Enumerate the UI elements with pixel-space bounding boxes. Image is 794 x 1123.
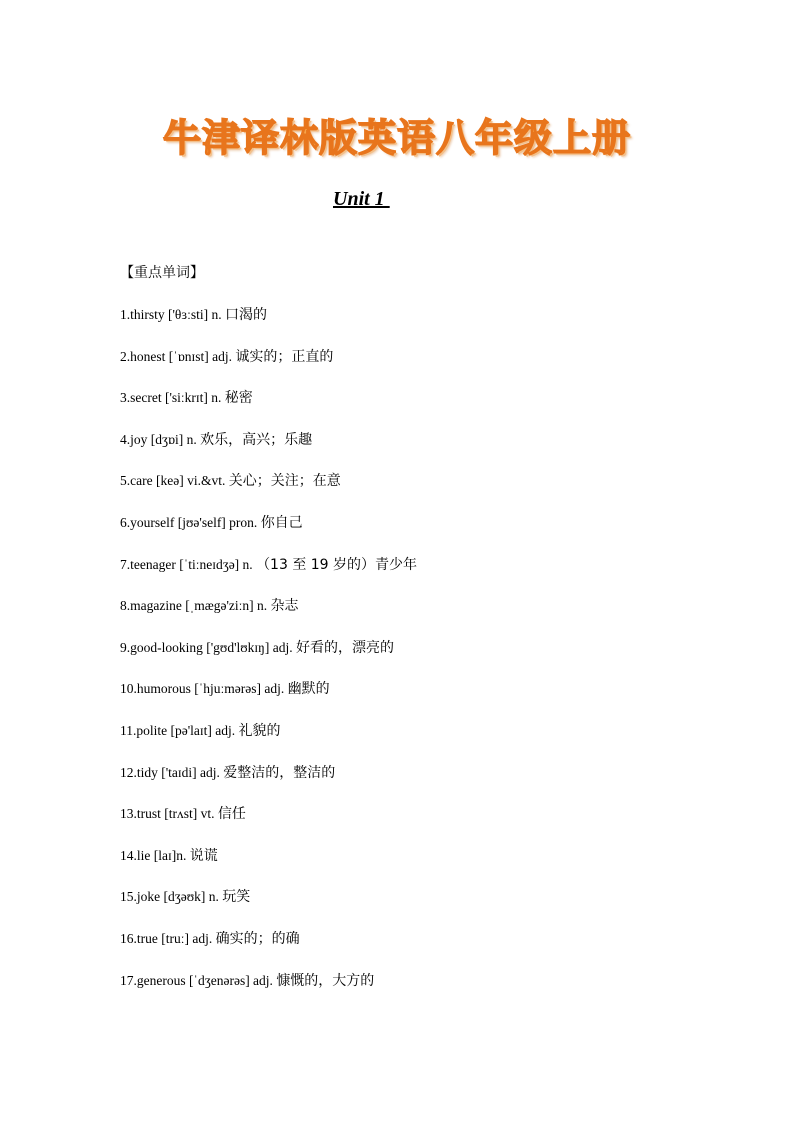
- word-meaning: 幽默的: [287, 681, 330, 698]
- word-entry: 11.polite [pə'laɪt] adj.: [120, 722, 239, 738]
- vocabulary-item: [120, 387, 417, 429]
- word-meaning: 说谎: [189, 847, 218, 864]
- vocabulary-item: [120, 886, 417, 928]
- word-meaning: 口渴的: [224, 307, 267, 323]
- vocabulary-item: [120, 304, 417, 346]
- word-meaning: 礼貌的: [238, 722, 281, 739]
- vocabulary-item: [120, 429, 417, 471]
- vocabulary-item: [120, 554, 417, 596]
- vocabulary-item: [120, 637, 417, 679]
- word-meaning: 信任: [217, 806, 246, 823]
- word-meaning: 诚实的；正直的: [235, 348, 334, 365]
- word-entry: 8.magazine [ˌmægə'ziːn] n.: [120, 598, 271, 614]
- word-meaning: 你自己: [260, 514, 303, 531]
- vocabulary-item: [120, 346, 417, 388]
- vocabulary-item: [120, 720, 417, 762]
- page-title: 牛津译林版英语八年级上册: [162, 116, 631, 160]
- word-entry: 2.honest [ˈɒnɪst] adj.: [120, 348, 236, 364]
- word-meaning: 关心；关注；在意: [228, 473, 341, 490]
- word-entry: 16.true [truː] adj.: [120, 930, 216, 946]
- word-entry: 1.thirsty ['θɜːsti] n.: [120, 307, 225, 322]
- section-label: 【重点单词】: [120, 265, 204, 281]
- word-meaning: 杂志: [270, 598, 299, 615]
- word-entry: 12.tidy ['taɪdi] adj.: [120, 764, 224, 780]
- vocabulary-list: [120, 304, 417, 1011]
- word-meaning: 欢乐，高兴；乐趣: [200, 431, 313, 448]
- word-meaning: 确实的；的确: [215, 930, 300, 947]
- vocabulary-item: [120, 762, 417, 804]
- word-meaning: 玩笑: [222, 889, 251, 906]
- vocabulary-item: [120, 512, 417, 554]
- word-entry: 9.good-looking ['gʊd'lʊkɪŋ] adj.: [120, 639, 296, 655]
- word-entry: 13.trust [trʌst] vt.: [120, 806, 218, 822]
- word-meaning: 秘密: [224, 390, 253, 407]
- word-meaning: 慷慨的，大方的: [276, 972, 375, 989]
- word-entry: 15.joke [dʒəʊk] n.: [120, 889, 223, 905]
- vocabulary-item: [120, 845, 417, 887]
- word-entry: 3.secret ['siːkrɪt] n.: [120, 390, 225, 406]
- word-entry: 5.care [keə] vi.&vt.: [120, 473, 229, 489]
- vocabulary-item: [120, 803, 417, 845]
- word-entry: 10.humorous [ˈhjuːmərəs] adj.: [120, 681, 288, 697]
- vocabulary-item: [120, 678, 417, 720]
- vocabulary-item: [120, 970, 417, 1012]
- word-entry: 7.teenager [ˈtiːneɪdʒə] n.: [120, 556, 257, 572]
- word-entry: 17.generous [ˈdʒenərəs] adj.: [120, 972, 277, 988]
- vocabulary-item: [120, 595, 417, 637]
- word-meaning: 爱整洁的，整洁的: [223, 764, 336, 781]
- word-entry: 14.lie [laɪ]n.: [120, 847, 190, 863]
- word-meaning: （13 至 19 岁的）青少年: [256, 556, 418, 573]
- word-meaning: 好看的，漂亮的: [295, 639, 394, 656]
- vocabulary-item: [120, 470, 417, 512]
- unit-heading: Unit 1: [333, 188, 390, 210]
- word-entry: 6.yourself [jʊə'self] pron.: [120, 514, 261, 530]
- vocabulary-item: [120, 928, 417, 970]
- word-entry: 4.joy [dʒɒi] n.: [120, 431, 201, 447]
